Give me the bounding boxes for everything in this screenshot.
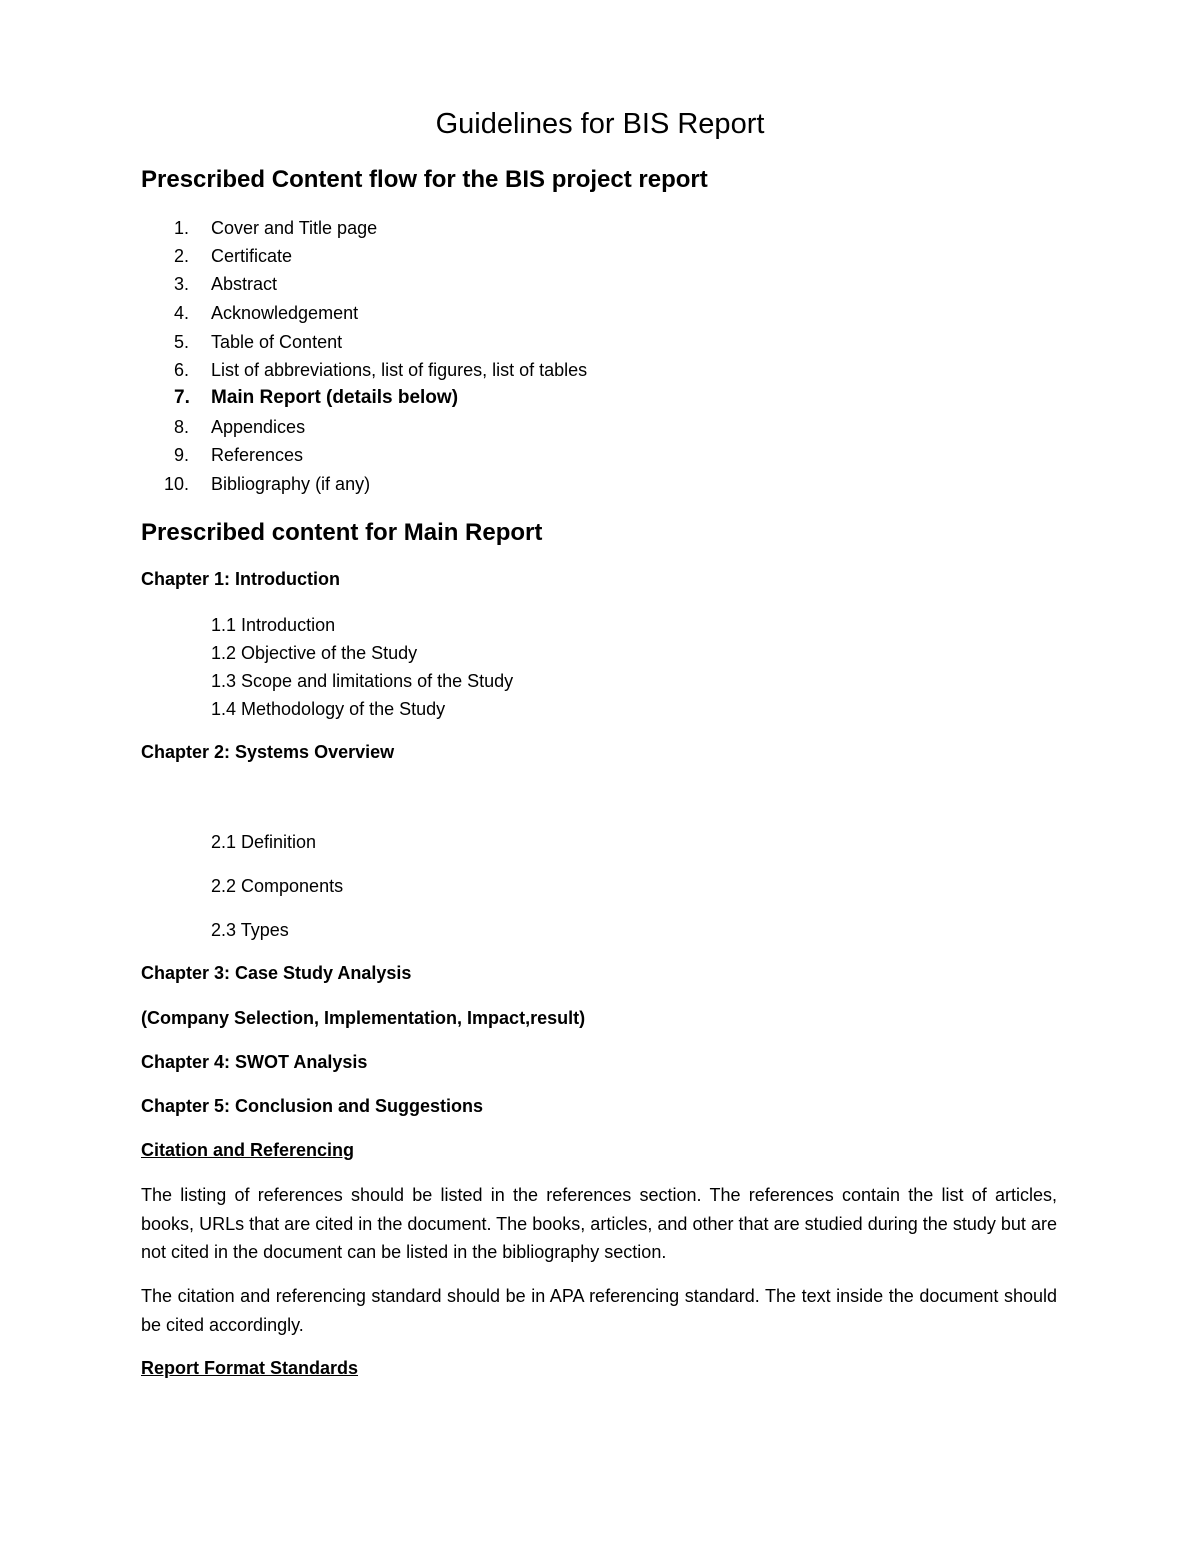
list-item-number: 5. — [174, 332, 190, 352]
citation-paragraph-2: The citation and referencing standard should be in APA referencing standard. The text inside the document should be cited accordingly. — [141, 1286, 1057, 1335]
list-item: List of abbreviations, list of figures, list of tables — [211, 360, 588, 380]
content-flow-heading: Prescribed Content flow for the BIS project report — [141, 166, 708, 193]
chapter-3-heading: Chapter 3: Case Study Analysis — [141, 963, 412, 983]
list-item-number: 6. — [174, 360, 190, 380]
chapter-1-heading: Chapter 1: Introduction — [141, 569, 340, 589]
document-title: Guidelines for BIS Report — [435, 108, 765, 140]
list-item: Appendices — [211, 417, 306, 437]
list-item-main-report: Main Report (details below) — [211, 387, 459, 408]
list-item-number: 3. — [174, 274, 190, 294]
list-item: Bibliography (if any) — [211, 474, 371, 494]
list-item-number: 7. — [174, 387, 190, 408]
list-item: Acknowledgement — [211, 303, 359, 323]
citation-paragraph-1: The listing of references should be listed in the references section. The references contain the list of articles, books, URLs that are cited in the document. The books, articles, and other that are studied during the study but are not cited in the document can be listed in the bibliography section. — [141, 1185, 1057, 1262]
chapter-1-item: 1.4 Methodology of the Study — [211, 699, 446, 719]
list-item: Table of Content — [211, 332, 343, 352]
citation-heading: Citation and Referencing — [141, 1140, 355, 1160]
chapter-1-item: 1.2 Objective of the Study — [211, 643, 418, 663]
list-item: Cover and Title page — [211, 218, 378, 238]
chapter-5-heading: Chapter 5: Conclusion and Suggestions — [141, 1096, 484, 1116]
list-item: Abstract — [211, 274, 278, 294]
list-item-number: 10. — [164, 474, 190, 494]
list-item-number: 8. — [174, 417, 190, 437]
list-item: Certificate — [211, 246, 293, 266]
format-heading: Report Format Standards — [141, 1358, 359, 1378]
chapter-3-note: (Company Selection, Implementation, Impact,result) — [141, 1008, 586, 1028]
chapter-2-item: 2.1 Definition — [211, 832, 317, 852]
chapter-1-item: 1.1 Introduction — [211, 615, 336, 635]
list-item-number: 2. — [174, 246, 190, 266]
chapter-2-item: 2.3 Types — [211, 920, 289, 940]
list-item-number: 9. — [174, 445, 190, 465]
list-item-number: 4. — [174, 303, 190, 323]
main-report-heading: Prescribed content for Main Report — [141, 519, 543, 546]
chapter-4-heading: Chapter 4: SWOT Analysis — [141, 1052, 368, 1072]
chapter-1-item: 1.3 Scope and limitations of the Study — [211, 671, 514, 691]
chapter-2-heading: Chapter 2: Systems Overview — [141, 742, 395, 762]
chapter-2-item: 2.2 Components — [211, 876, 344, 896]
list-item: References — [211, 445, 304, 465]
list-item-number: 1. — [174, 218, 190, 238]
